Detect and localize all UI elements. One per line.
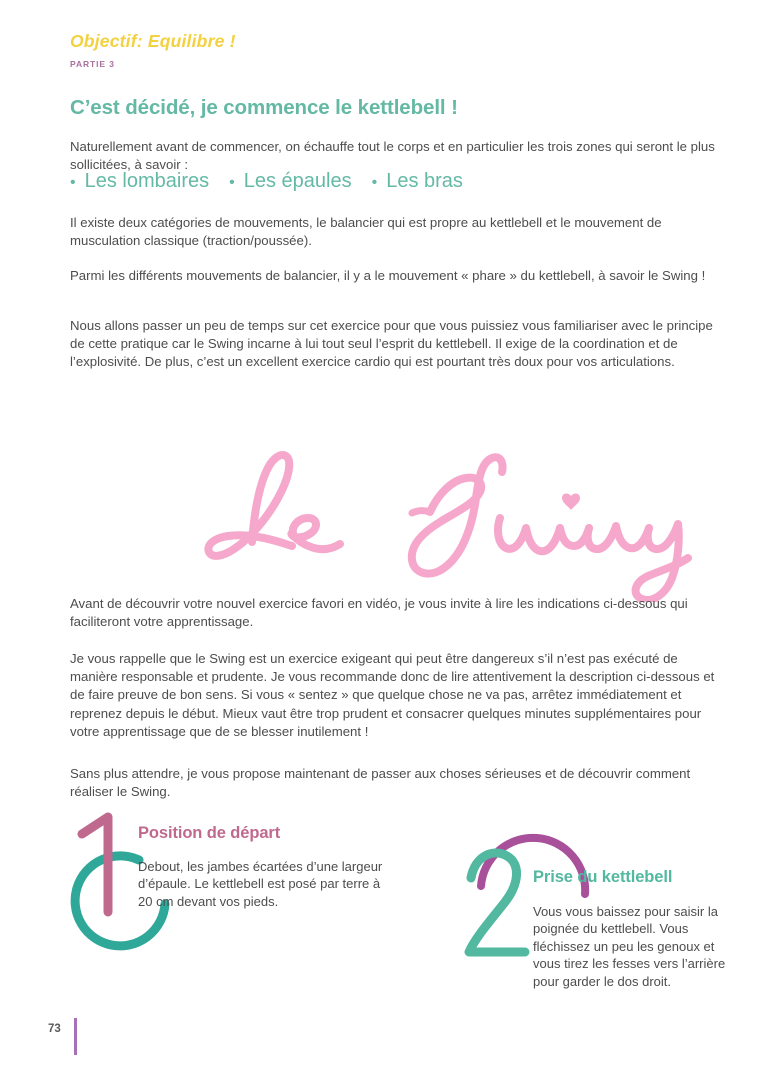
bullet-dot-icon: • [371,174,378,191]
footer-rule [74,1018,77,1055]
paragraph-video-intro: Avant de découvrir votre nouvel exercice favori en vidéo, je vous invite à lire les indications ci-dessous qui faciliteront votre apprentissage. [70,596,688,630]
paragraph-swing-intro: Parmi les différents mouvements de balancier, il y a le mouvement « phare » du kettlebell, à savoir le Swing ! [70,268,706,283]
step-2-title: Prise du kettlebell [533,868,673,886]
paragraph-swing-detail: Nous allons passer un peu de temps sur cet exercice pour que vous puissiez vous familiariser avec le principe de cette pratique car le Swing incarne à lui tout seul l’esprit du kettlebell. Il exige de la coordination et de l’explosivité. De plus, c’est un excellent exercice cardio qui est pourtant très doux pour vos articulations. [70,318,713,370]
paragraph-categories: Il existe deux catégories de mouvements, le balancier qui est propre au kettlebell et le mouvement de musculation classique (traction/poussée). [70,215,662,249]
zone-item-epaules: Les épaules [243,170,352,192]
paragraph-closing: Sans plus attendre, je vous propose maintenant de passer aux choses sérieuses et de découvrir comment réaliser le Swing. [70,766,691,800]
heart-icon [562,494,580,510]
zone-item-lombaires: Les lombaires [84,170,210,192]
bullet-dot-icon: • [229,174,235,191]
part-label: PARTIE 3 [70,59,115,69]
intro-paragraph: Naturellement avant de commencer, on échauffe tout le corps et en particulier les trois zones qui seront le plus sollicitées, à savoir : [70,139,715,173]
paragraph-safety-warning: Je vous rappelle que le Swing est un exercice exigeant qui peut être dangereux s’il n’est pas exécuté de manière responsable et prudente. Je vous recommande donc de lire attentivement la description ci-dessous et de faire preuve de bon sens. Si vous « sentez » que quelque chose ne va pas, arrêtez immédiatement et reprenez depuis le début. Mieux vaut être trop prudent et consacrer quelques minutes supplémentaires pour votre apprentissage que de se blesser inutilement ! [70,651,715,739]
step-card-2 [463,822,763,1022]
bullet-dot-icon: • [70,174,76,191]
objective-title: Objectif: Equilibre ! [70,31,236,51]
le-swing-script-icon [0,432,768,602]
step-1-title: Position de départ [138,824,281,842]
zone-item-bras: Les bras [386,170,463,192]
step-1-body: Debout, les jambes écartées d’une largeur d’épaule. Le kettlebell est posé par terre à 20 cm devant vos pieds. [138,859,383,909]
le-swing-wordart [0,432,768,602]
page-number: 73 [48,1023,61,1035]
step-2-body: Vous vous baissez pour saisir la poignée du kettlebell. Vous fléchissez un peu les genoux et vous tirez les fesses vers l’arrière pour garder le dos droit. [533,904,726,989]
zones-list [70,170,467,193]
page-title: C’est décidé, je commence le kettlebell ! [70,96,458,119]
step-2-numeral-icon [469,853,525,952]
step-card-1 [55,812,435,1002]
